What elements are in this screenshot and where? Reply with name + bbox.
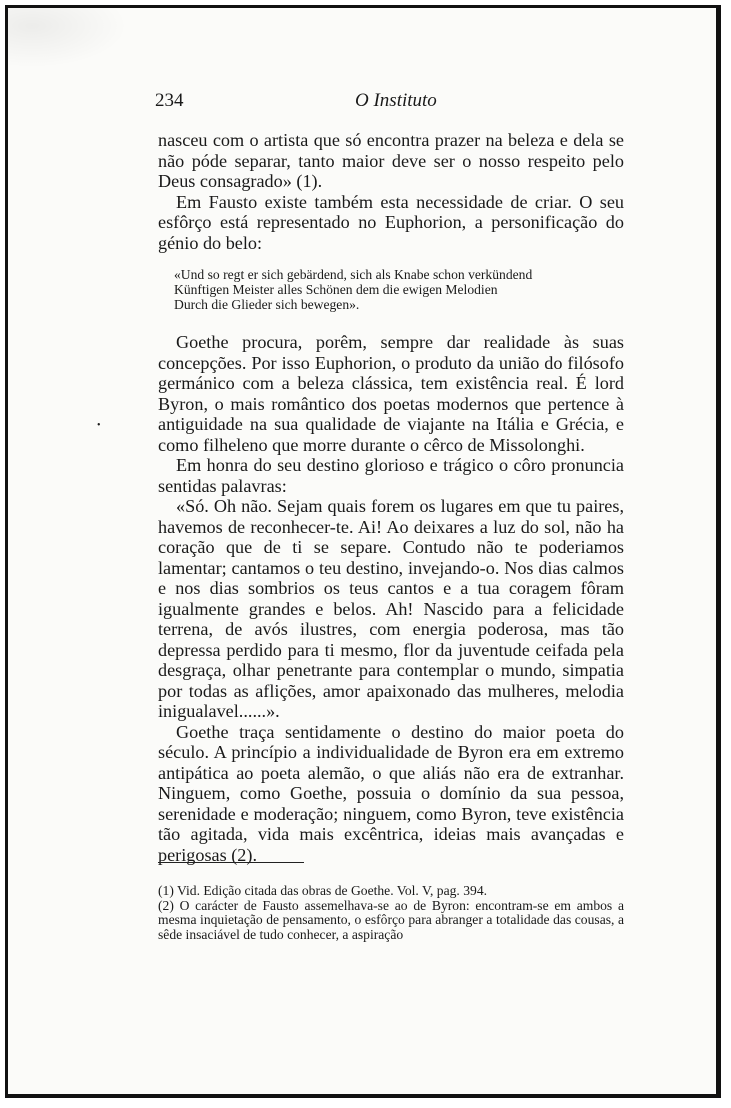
paragraph-coro: Em honra do seu destino glorioso e trágico o côro pronuncia sentidas palavras: <box>158 455 624 496</box>
paragraph-continuation: nasceu com o artista que só encontra prazer na beleza e dela se não póde separar, tanto maior deve ser o nosso respeito pelo Deus consagrado» (1). <box>158 130 624 191</box>
footnote-2: (2) O carácter de Fausto assemelhava-se ao de Byron: encontram-se em ambos a mesma inquietação de pensamento, o esfôrço para abranger a totalidade das cousas, a sêde insaciável de tudo conhecer, a aspiração <box>158 897 624 942</box>
page-header <box>155 90 625 116</box>
quote-line: «Und so regt er sich gebärdend, sich als Knabe schon verkündend <box>174 267 533 282</box>
margin-dot: • <box>97 420 101 431</box>
paragraph-chorus-quote: «Só. Oh não. Sejam quais forem os lugares em que tu paires, havemos de reconhecer-te. Ai! Ao deixares a luz do sol, não ha coração que de ti se separe. Contudo não te poderiamos lamentar; cantamos o teu destino, invejando-o. Nos dias calmos e nos dias sombrios os teus cantos e a tua coragem fôram igualmente grandes e belos. Ah! Nascido para a felicidade terrena, de avós ilustres, com energia poderosa, mas tão depressa perdido para ti mesmo, flor da juventude ceifada pela desgraça, olhar penetrante para contemplar o mundo, simpatia por todas as aflições, amor apaixonado das mulheres, melodia inigualavel......». <box>158 496 624 721</box>
main-text <box>158 130 624 865</box>
footnote-1: (1) Vid. Edição citada das obras de Goethe. Vol. V, pag. 394. <box>158 883 488 898</box>
running-title: O Instituto <box>355 90 437 111</box>
page-number: 234 <box>155 90 184 111</box>
paragraph-goethe-byron: Goethe traça sentidamente o destino do maior poeta do século. A princípio a individualidade de Byron era em extremo antipática ao poeta alemão, o que aliás não era de extranhar. Ninguem, como Goethe, possuia o domínio da sua pessoa, serenidade e moderação; ninguem, como Byron, teve existência tão agitada, vida mais excêntrica, ideias mais avançadas e perigosas (2). <box>158 721 624 865</box>
german-quote <box>174 267 614 312</box>
quote-line: Künftigen Meister alles Schönen dem die ewigen Melodien <box>174 282 498 297</box>
scan-smudge <box>8 8 128 68</box>
paragraph-goethe-euphorion: Goethe procura, porêm, sempre dar realidade às suas concepções. Por isso Euphorion, o produto da união do filósofo germánico com a beleza clássica, tem existência real. É lord Byron, o mais romântico dos poetas modernos que pertence à antiguidade na sua qualidade de viajante na Itália e Grécia, e como filheleno que morre durante o cêrco de Missolonghi. <box>158 332 624 455</box>
quote-line: Durch die Glieder sich bewegen». <box>174 297 360 312</box>
footnotes <box>158 884 624 942</box>
paragraph-fausto: Em Fausto existe também esta necessidade de criar. O seu esfôrço está representado no Euphorion, a personificação do génio do belo: <box>158 191 624 253</box>
footnote-rule <box>158 862 304 863</box>
